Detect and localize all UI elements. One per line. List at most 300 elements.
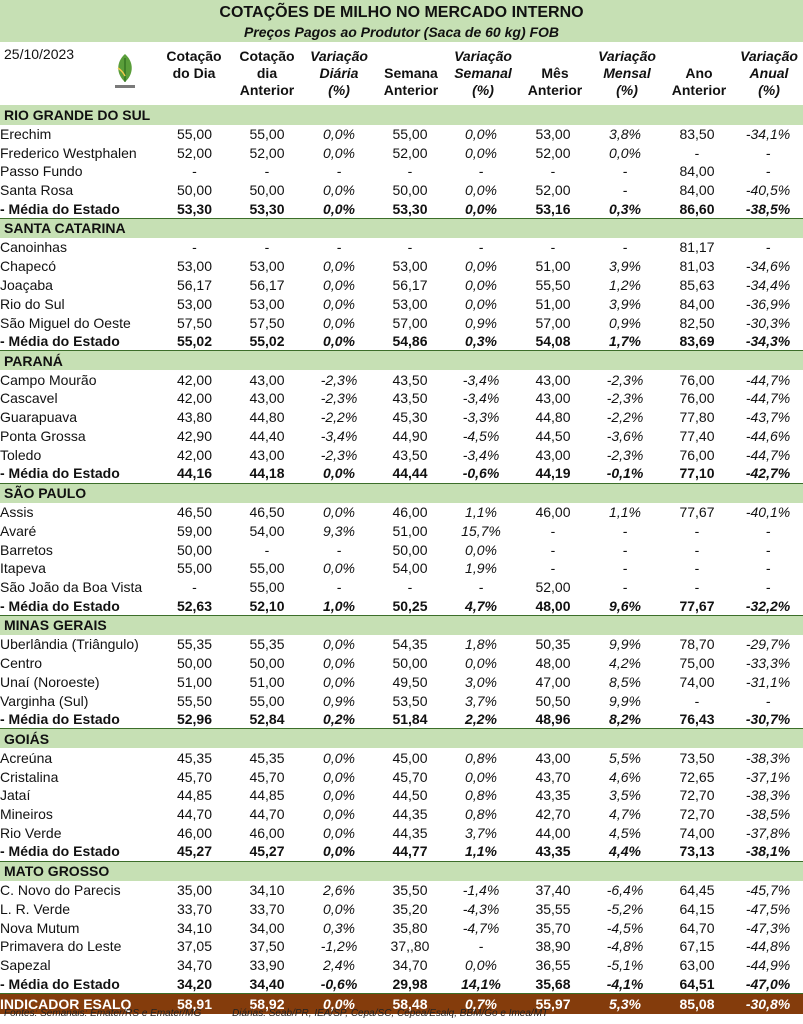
- table-cell: 45,27: [158, 842, 231, 861]
- table-row: [0, 578, 803, 597]
- table-cell: 43,50: [392, 390, 428, 407]
- location-name: Erechim: [0, 125, 52, 142]
- table-cell: -30,8%: [733, 993, 803, 1014]
- table-cell: 9,3%: [323, 522, 355, 539]
- table-cell: 0,0%: [465, 182, 497, 199]
- column-header-line: Anterior: [671, 82, 727, 98]
- table-cell: 43,50: [392, 371, 428, 388]
- table-cell: 0,0%: [323, 276, 355, 293]
- table-cell: 45,00: [392, 749, 428, 766]
- table-cell: 4,7%: [609, 806, 641, 823]
- table-cell: 48,96: [517, 710, 589, 729]
- column-header-line: Diária: [319, 65, 359, 81]
- table-cell: 51,00: [535, 295, 571, 312]
- table-cell: 53,00: [392, 295, 428, 312]
- table-cell: -34,3%: [733, 332, 803, 351]
- table-cell: -38,3%: [745, 787, 791, 804]
- location-name: - Média do Estado: [0, 710, 158, 729]
- region-header-row: [0, 218, 803, 238]
- table-cell: 53,00: [176, 258, 213, 275]
- table-cell: 0,0%: [323, 182, 355, 199]
- table-cell: 85,08: [661, 993, 733, 1014]
- table-cell: 50,00: [249, 182, 285, 199]
- table-cell: 59,00: [176, 522, 213, 539]
- table-cell: -: [694, 144, 700, 161]
- table-row: [0, 389, 803, 408]
- table-cell: -: [192, 579, 197, 596]
- table-cell: 0,0%: [323, 787, 355, 804]
- table-cell: -: [550, 239, 556, 256]
- table-cell: 0,0%: [465, 258, 497, 275]
- table-cell: -: [765, 560, 771, 577]
- table-cell: 1,9%: [465, 560, 497, 577]
- table-cell: 34,70: [392, 957, 428, 974]
- location-name: - Média do Estado: [0, 597, 158, 616]
- location-name: Joaçaba: [0, 276, 53, 293]
- table-cell: 77,40: [679, 428, 715, 445]
- column-header-line: Anterior: [383, 82, 439, 98]
- table-cell: 44,85: [249, 787, 285, 804]
- table-cell: 83,50: [679, 125, 715, 142]
- table-cell: -: [550, 541, 556, 558]
- table-row: [0, 427, 803, 446]
- table-cell: 0,3%: [323, 919, 355, 936]
- table-cell: 76,43: [661, 710, 733, 729]
- column-header-line: Semanal: [454, 65, 512, 81]
- column-header: [231, 48, 303, 99]
- table-row: [0, 654, 803, 673]
- table-cell: 53,16: [517, 200, 589, 219]
- table-cell: -47,3%: [745, 919, 791, 936]
- table-cell: 35,50: [392, 881, 428, 898]
- table-cell: 55,00: [176, 560, 213, 577]
- state-average-row: [0, 842, 803, 861]
- table-cell: 46,50: [249, 503, 285, 520]
- column-header: [591, 48, 663, 99]
- table-cell: 58,92: [231, 993, 303, 1014]
- region-name: MINAS GERAIS: [0, 615, 803, 635]
- table-cell: 0,0%: [323, 314, 355, 331]
- table-cell: 77,10: [661, 464, 733, 483]
- region-name: RIO GRANDE DO SUL: [0, 105, 803, 125]
- table-cell: 46,00: [249, 824, 285, 841]
- table-cell: 55,00: [249, 125, 285, 142]
- table-cell: 50,00: [392, 541, 428, 558]
- table-cell: 37,,80: [390, 938, 430, 955]
- table-cell: 0,0%: [323, 673, 355, 690]
- table-cell: -4,3%: [462, 900, 500, 917]
- table-cell: 76,00: [679, 390, 715, 407]
- table-cell: 3,8%: [609, 125, 641, 142]
- table-cell: -29,7%: [745, 636, 791, 653]
- table-row: [0, 805, 803, 824]
- table-cell: 0,0%: [323, 749, 355, 766]
- table-cell: 35,20: [392, 900, 428, 917]
- table-cell: 0,9%: [323, 692, 355, 709]
- table-cell: 2,6%: [323, 881, 355, 898]
- table-cell: 0,0%: [323, 900, 355, 917]
- table-cell: 34,70: [176, 957, 213, 974]
- table-row: [0, 294, 803, 313]
- table-cell: 77,67: [679, 503, 715, 520]
- table-cell: -: [550, 560, 556, 577]
- table-cell: 51,84: [375, 710, 445, 729]
- table-cell: 43,70: [535, 768, 571, 785]
- location-name: Varginha (Sul): [0, 692, 89, 709]
- table-cell: 77,67: [661, 597, 733, 616]
- table-cell: 1,0%: [303, 597, 375, 616]
- table-cell: 0,0%: [465, 655, 497, 672]
- table-cell: -0,6%: [445, 464, 517, 483]
- table-cell: 52,10: [231, 597, 303, 616]
- table-cell: -3,4%: [320, 428, 358, 445]
- table-cell: 81,17: [679, 239, 715, 256]
- table-cell: -34,4%: [745, 276, 791, 293]
- table-cell: 44,35: [392, 824, 428, 841]
- table-cell: 52,96: [158, 710, 231, 729]
- table-cell: -: [765, 239, 771, 256]
- table-cell: 3,5%: [609, 787, 641, 804]
- table-cell: 1,8%: [465, 636, 497, 653]
- table-cell: 72,70: [679, 787, 715, 804]
- table-cell: 4,7%: [445, 597, 517, 616]
- table-cell: -0,6%: [303, 975, 375, 994]
- table-cell: 0,0%: [323, 636, 355, 653]
- table-cell: 81,03: [679, 258, 715, 275]
- title-band: [0, 0, 803, 42]
- table-row: [0, 899, 803, 918]
- table-cell: 52,00: [535, 579, 571, 596]
- location-name: Canoinhas: [0, 239, 67, 256]
- table-cell: 44,50: [392, 787, 428, 804]
- column-header: [303, 48, 375, 99]
- table-cell: 37,40: [535, 881, 571, 898]
- table-cell: 3,0%: [465, 673, 497, 690]
- location-name: Jataí: [0, 787, 31, 804]
- table-cell: 4,6%: [609, 768, 641, 785]
- table-cell: -30,7%: [733, 710, 803, 729]
- table-cell: 42,00: [176, 446, 213, 463]
- table-cell: 33,70: [249, 900, 285, 917]
- table-cell: 42,70: [535, 806, 571, 823]
- table-cell: 49,50: [392, 673, 428, 690]
- table-cell: 44,16: [158, 464, 231, 483]
- table-cell: 33,90: [249, 957, 285, 974]
- table-cell: 29,98: [375, 975, 445, 994]
- table-cell: 0,3%: [445, 332, 517, 351]
- table-cell: -43,7%: [745, 409, 791, 426]
- column-header: [156, 48, 232, 99]
- table-cell: 0,0%: [323, 503, 355, 520]
- table-cell: -4,1%: [589, 975, 661, 994]
- table-cell: 52,00: [249, 144, 285, 161]
- table-cell: -37,1%: [745, 768, 791, 785]
- column-header-line: Anual: [749, 65, 789, 81]
- column-header-line: Mensal: [603, 65, 651, 81]
- table-cell: 44,85: [176, 787, 213, 804]
- table-cell: 1,1%: [609, 503, 641, 520]
- table-cell: 57,50: [176, 314, 213, 331]
- table-cell: 34,10: [176, 919, 213, 936]
- table-row: [0, 635, 803, 654]
- table-cell: 46,00: [392, 503, 428, 520]
- table-row: [0, 503, 803, 522]
- column-header-line: Anterior: [239, 82, 295, 98]
- table-cell: 0,0%: [323, 560, 355, 577]
- location-name: - Média do Estado: [0, 464, 158, 483]
- table-cell: 0,0%: [609, 144, 641, 161]
- table-cell: 0,2%: [303, 710, 375, 729]
- location-name: Santa Rosa: [0, 182, 74, 199]
- table-row: [0, 238, 803, 257]
- table-cell: 50,50: [535, 692, 571, 709]
- table-cell: 45,70: [176, 768, 213, 785]
- location-name: Chapecó: [0, 258, 57, 275]
- column-header-line: (%): [472, 82, 494, 98]
- location-name: - Média do Estado: [0, 200, 158, 219]
- location-name: - Média do Estado: [0, 842, 158, 861]
- region-name: MATO GROSSO: [0, 861, 803, 881]
- table-cell: 43,00: [535, 749, 571, 766]
- region-name: SÃO PAULO: [0, 483, 803, 503]
- table-cell: 9,6%: [589, 597, 661, 616]
- table-cell: 45,27: [231, 842, 303, 861]
- table-row: [0, 445, 803, 464]
- table-cell: 64,51: [661, 975, 733, 994]
- table-row: [0, 881, 803, 900]
- table-cell: 53,00: [535, 125, 571, 142]
- column-header-line: [519, 48, 591, 65]
- table-cell: -: [407, 239, 413, 256]
- region-header-row: [0, 483, 803, 503]
- table-cell: 0,0%: [323, 144, 355, 161]
- table-cell: 73,50: [679, 749, 715, 766]
- table-cell: 0,0%: [323, 655, 355, 672]
- location-name: Mineiros: [0, 806, 53, 823]
- table-cell: 50,00: [176, 655, 213, 672]
- table-cell: 0,0%: [465, 125, 497, 142]
- table-cell: 74,00: [679, 824, 715, 841]
- table-cell: 56,17: [249, 276, 285, 293]
- table-cell: 43,80: [176, 409, 213, 426]
- column-header-line: Semana: [384, 65, 438, 81]
- table-cell: 50,00: [176, 182, 213, 199]
- column-header-line: dia: [256, 65, 278, 81]
- region-header-row: [0, 105, 803, 125]
- table-cell: 0,0%: [323, 258, 355, 275]
- table-cell: -: [192, 239, 197, 256]
- table-cell: -: [407, 163, 413, 180]
- table-cell: -38,1%: [733, 842, 803, 861]
- location-name: Primavera do Leste: [0, 938, 122, 955]
- table-cell: 34,10: [249, 881, 285, 898]
- table-cell: 54,86: [375, 332, 445, 351]
- table-cell: 0,8%: [465, 787, 497, 804]
- table-cell: 55,00: [249, 579, 285, 596]
- table-cell: -45,7%: [745, 881, 791, 898]
- table-row: [0, 748, 803, 767]
- table-cell: 9,9%: [609, 692, 641, 709]
- table-cell: -: [622, 163, 628, 180]
- table-cell: 55,02: [231, 332, 303, 351]
- table-cell: 55,02: [158, 332, 231, 351]
- table-cell: -: [765, 579, 771, 596]
- column-header: [447, 48, 519, 99]
- table-cell: -: [264, 163, 270, 180]
- table-cell: 4,5%: [609, 824, 641, 841]
- region-header-row: [0, 351, 803, 371]
- table-row: [0, 257, 803, 276]
- table-cell: -2,3%: [606, 446, 644, 463]
- table-cell: -4,7%: [462, 919, 500, 936]
- table-cell: -5,2%: [606, 900, 644, 917]
- table-cell: 46,00: [535, 503, 571, 520]
- table-cell: 53,00: [176, 295, 213, 312]
- table-cell: 35,00: [176, 881, 213, 898]
- table-cell: -: [478, 579, 484, 596]
- location-name: L. R. Verde: [0, 900, 71, 917]
- table-cell: 44,35: [392, 806, 428, 823]
- state-average-row: [0, 597, 803, 616]
- table-cell: 54,35: [392, 636, 428, 653]
- table-cell: 48,00: [517, 597, 589, 616]
- table-cell: -31,1%: [745, 673, 791, 690]
- table-cell: 0,0%: [323, 295, 355, 312]
- table-cell: 52,84: [231, 710, 303, 729]
- table-cell: 84,00: [679, 295, 715, 312]
- table-cell: 0,0%: [323, 768, 355, 785]
- table-cell: 84,00: [679, 182, 715, 199]
- table-cell: 52,63: [158, 597, 231, 616]
- table-cell: -3,6%: [606, 428, 644, 445]
- table-cell: 5,3%: [589, 993, 661, 1014]
- table-cell: 76,00: [679, 371, 715, 388]
- table-cell: -: [694, 522, 700, 539]
- column-header-line: (%): [328, 82, 350, 98]
- table-cell: 43,00: [535, 371, 571, 388]
- table-cell: 0,0%: [465, 541, 497, 558]
- table-cell: 46,00: [176, 824, 213, 841]
- table-cell: 64,15: [679, 900, 715, 917]
- table-cell: 55,50: [176, 692, 213, 709]
- table-cell: 0,0%: [303, 464, 375, 483]
- table-cell: 48,00: [535, 655, 571, 672]
- table-cell: 1,7%: [589, 332, 661, 351]
- column-header: [375, 48, 447, 99]
- state-average-row: [0, 464, 803, 483]
- table-cell: 86,60: [661, 200, 733, 219]
- table-cell: 0,0%: [303, 842, 375, 861]
- location-name: Frederico Westphalen: [0, 144, 137, 161]
- state-average-row: [0, 332, 803, 351]
- table-cell: 1,1%: [445, 842, 517, 861]
- table-cell: 44,40: [249, 428, 285, 445]
- table-cell: 8,2%: [589, 710, 661, 729]
- table-cell: 45,35: [249, 749, 285, 766]
- region-name: PARANÁ: [0, 351, 803, 371]
- column-header-line: Ano: [685, 65, 713, 81]
- table-cell: 51,00: [176, 673, 213, 690]
- table-cell: 51,00: [249, 673, 285, 690]
- table-cell: 55,97: [517, 993, 589, 1014]
- table-cell: 34,20: [158, 975, 231, 994]
- table-cell: 14,1%: [445, 975, 517, 994]
- table-cell: 50,35: [535, 636, 571, 653]
- table-cell: 55,35: [249, 636, 285, 653]
- table-cell: 45,35: [176, 749, 213, 766]
- table-cell: -: [264, 541, 270, 558]
- table-row: [0, 370, 803, 389]
- table-cell: 3,9%: [609, 258, 641, 275]
- table-cell: -3,4%: [462, 371, 500, 388]
- state-average-row: [0, 710, 803, 729]
- table-cell: 50,00: [392, 655, 428, 672]
- table-cell: -44,7%: [745, 390, 791, 407]
- column-header-line: Cotação: [166, 48, 222, 64]
- location-name: Centro: [0, 655, 43, 672]
- table-cell: 52,00: [535, 182, 571, 199]
- table-cell: 57,00: [535, 314, 571, 331]
- location-name: Assis: [0, 503, 34, 520]
- table-row: [0, 540, 803, 559]
- table-cell: 0,0%: [465, 957, 497, 974]
- table-cell: 44,00: [535, 824, 571, 841]
- table-cell: 43,00: [249, 446, 285, 463]
- table-cell: 53,30: [231, 200, 303, 219]
- table-cell: 73,13: [661, 842, 733, 861]
- table-cell: -2,2%: [606, 409, 644, 426]
- state-average-row: [0, 975, 803, 994]
- table-cell: 54,08: [517, 332, 589, 351]
- table-cell: -40,1%: [745, 503, 791, 520]
- table-cell: 42,00: [176, 371, 213, 388]
- location-name: INDICADOR ESALQ: [0, 993, 158, 1014]
- table-cell: 43,50: [392, 446, 428, 463]
- table-cell: 33,70: [176, 900, 213, 917]
- table-cell: 44,77: [375, 842, 445, 861]
- table-cell: -34,1%: [745, 125, 791, 142]
- table-cell: 0,0%: [303, 993, 375, 1014]
- table-cell: 50,25: [375, 597, 445, 616]
- table-cell: 57,50: [249, 314, 285, 331]
- table-cell: -47,5%: [745, 900, 791, 917]
- region-name: SANTA CATARINA: [0, 218, 803, 238]
- table-row: [0, 918, 803, 937]
- table-cell: 64,45: [679, 881, 715, 898]
- table-cell: -4,8%: [606, 938, 644, 955]
- location-name: Cascavel: [0, 390, 58, 407]
- column-header-line: do Dia: [172, 65, 216, 81]
- page-title: COTAÇÕES DE MILHO NO MERCADO INTERNO: [219, 4, 584, 21]
- table-cell: 43,00: [249, 390, 285, 407]
- price-table: [0, 105, 803, 1014]
- table-cell: -: [622, 239, 628, 256]
- table-cell: 35,68: [517, 975, 589, 994]
- table-cell: 8,5%: [609, 673, 641, 690]
- location-name: Cristalina: [0, 768, 59, 785]
- table-cell: 0,0%: [323, 125, 355, 142]
- table-cell: 44,70: [249, 806, 285, 823]
- region-header-row: [0, 615, 803, 635]
- table-cell: 58,48: [375, 993, 445, 1014]
- table-cell: 0,9%: [609, 314, 641, 331]
- table-cell: 34,40: [231, 975, 303, 994]
- column-header-line: Variação: [598, 48, 656, 64]
- table-cell: -37,8%: [745, 824, 791, 841]
- table-cell: 44,80: [535, 409, 571, 426]
- table-cell: 43,35: [535, 787, 571, 804]
- table-cell: 55,50: [535, 276, 571, 293]
